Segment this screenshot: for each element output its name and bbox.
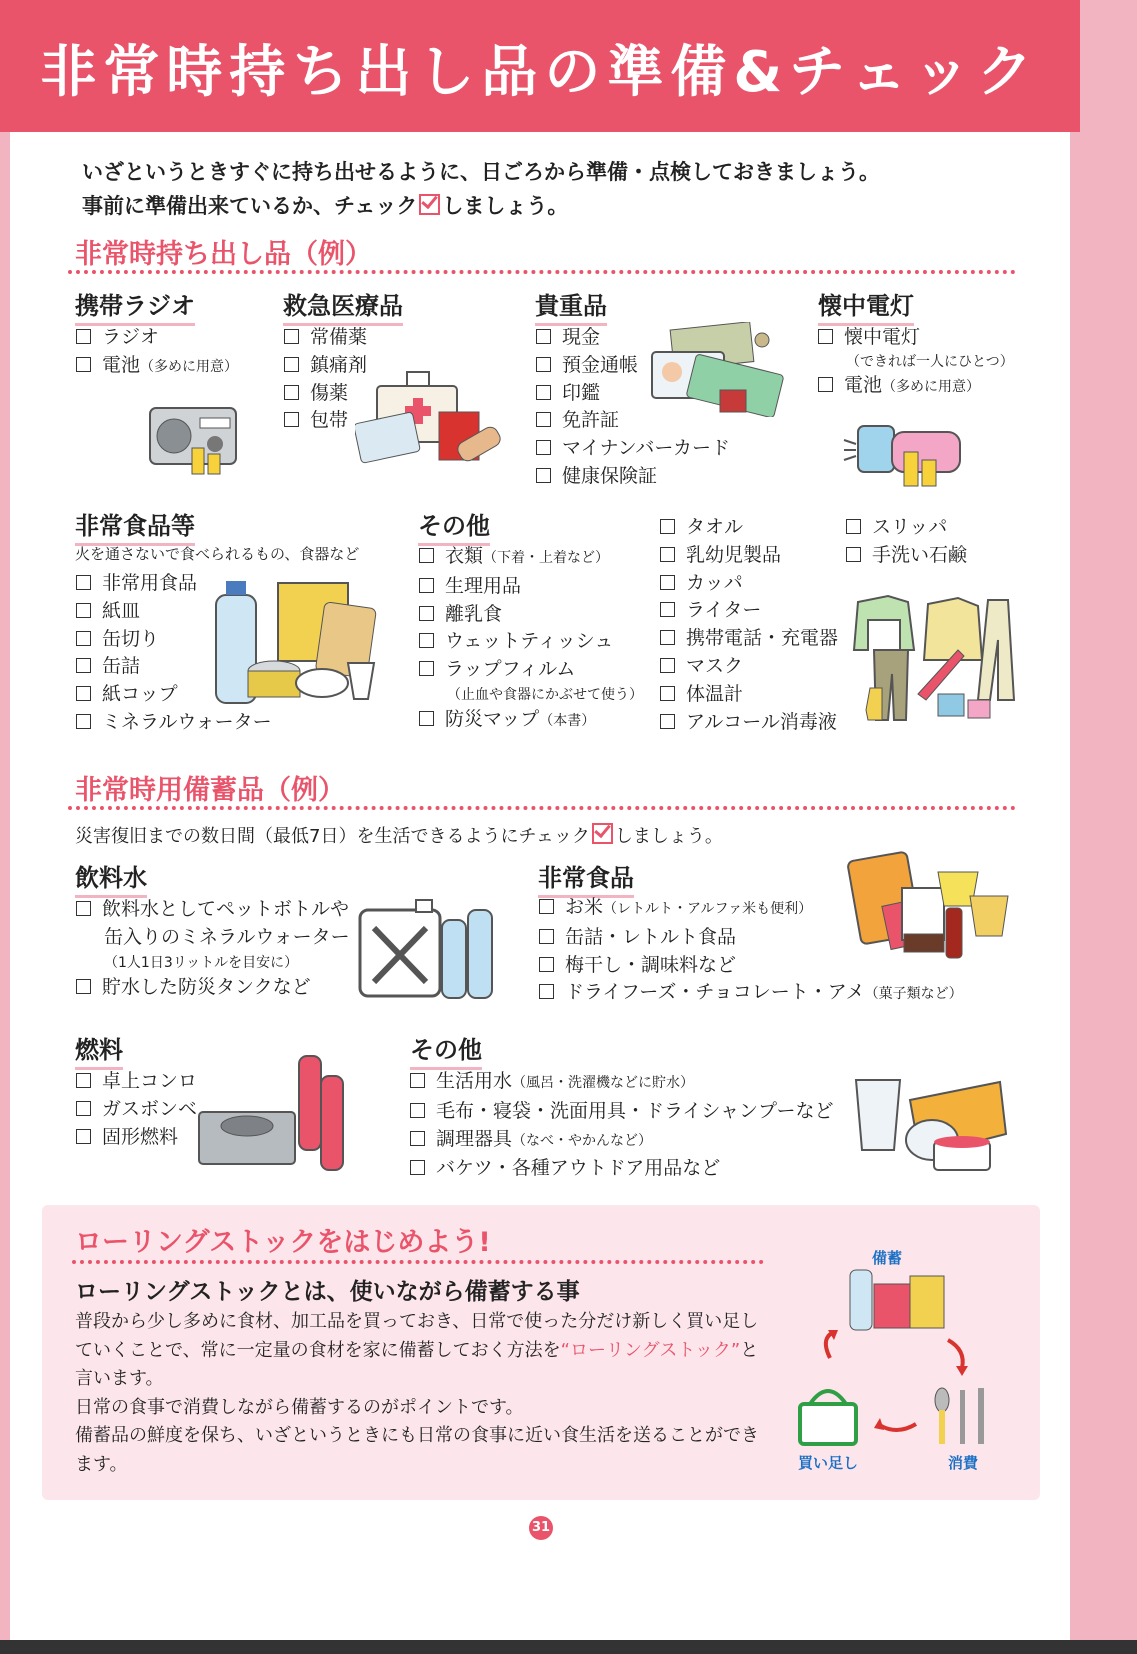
item-note: （多めに用意） xyxy=(882,378,981,395)
item-label: ミネラルウォーター xyxy=(102,710,272,733)
gas-stove-illustration xyxy=(195,1048,355,1176)
item-label: 飲料水としてペットボトルや xyxy=(102,898,350,920)
rolling-stock-title: ローリングストックをはじめよう! xyxy=(75,1227,491,1258)
item-label: ラップフィルム xyxy=(445,658,576,681)
dotted-divider xyxy=(68,806,1016,810)
item-label: カッパ xyxy=(686,571,743,594)
checkbox-icon[interactable] xyxy=(660,519,675,534)
stock-bottle-icon xyxy=(850,1270,872,1330)
list-item xyxy=(419,543,643,573)
item-label: 防災マップ xyxy=(445,707,540,730)
list-item xyxy=(419,706,643,736)
flashlight-note: （できれば一人にひとつ） xyxy=(846,353,1014,370)
list-item xyxy=(76,1068,197,1096)
rolling-paragraph-2: 日常の食事で消費しながら備蓄するのがポイントです。 xyxy=(75,1396,524,1418)
item-label: マイナンバーカード xyxy=(562,437,730,460)
checkbox-icon[interactable] xyxy=(660,575,675,590)
emergency-food-illustration xyxy=(846,842,1016,967)
checkbox-icon[interactable] xyxy=(660,714,675,729)
list-item xyxy=(419,628,643,656)
intro-text xyxy=(82,155,880,223)
item-note: （風呂・洗濯機などに貯水） xyxy=(512,1075,695,1091)
cycle-arrow-bottom xyxy=(878,1424,916,1430)
page-number: 31 xyxy=(529,1516,553,1540)
checkbox-icon[interactable] xyxy=(419,548,434,563)
checkbox-icon[interactable] xyxy=(660,547,675,562)
checkbox-icon[interactable] xyxy=(76,714,91,729)
item-note: （なべ・やかんなど） xyxy=(512,1132,653,1149)
cycle-label-consume: 消費 xyxy=(948,1454,979,1472)
list-item xyxy=(660,570,838,598)
spoon-icon xyxy=(935,1388,949,1412)
item-label: 貯水した防災タンクなど xyxy=(102,975,311,998)
category-other-2: その他 xyxy=(410,1030,482,1070)
item-label: 調理器具 xyxy=(436,1127,513,1150)
bottom-bar xyxy=(0,1640,1137,1654)
intro-line-2 xyxy=(82,189,880,223)
section-title-carry-out: 非常時持ち出し品（例） xyxy=(75,239,372,270)
checkbox-icon[interactable] xyxy=(660,686,675,701)
category-food: 非常食品等 xyxy=(75,506,195,546)
header-banner xyxy=(0,0,1080,132)
rolling-stock-body xyxy=(75,1308,765,1479)
wrap-film-note: （止血や食器にかぶせて使う） xyxy=(447,686,643,703)
food-illustration xyxy=(212,575,392,710)
list-item xyxy=(76,974,350,1002)
checkbox-icon[interactable] xyxy=(284,329,299,344)
cycle-arrow-right xyxy=(948,1340,963,1368)
item-label: 毛布・寝袋・洗面用具・ドライシャンプーなど xyxy=(436,1099,834,1122)
checkbox-icon[interactable] xyxy=(419,661,434,676)
checkbox-icon[interactable] xyxy=(536,440,551,455)
item-label: アルコール消毒液 xyxy=(686,710,837,733)
item-label: 体温計 xyxy=(686,682,744,705)
item-label: 缶切り xyxy=(102,627,160,650)
stock-can-icon xyxy=(874,1284,910,1328)
intro-line-2b: しましょう。 xyxy=(442,194,569,218)
item-label: マスク xyxy=(686,654,744,677)
checkbox-icon[interactable] xyxy=(76,658,91,673)
list-item xyxy=(660,514,838,542)
stockpile-note xyxy=(75,822,723,848)
page-title: 非常時持ち出し品の準備&チェック xyxy=(40,40,1040,105)
item-label: 懐中電灯 xyxy=(844,326,921,348)
intro-line-1: いざというときすぐに持ち出せるように、日ごろから準備・点検しておきましょう。 xyxy=(82,160,880,184)
checkbox-icon[interactable] xyxy=(76,575,91,590)
item-label: 乳幼児製品 xyxy=(686,543,782,566)
checkbox-icon[interactable] xyxy=(76,686,91,701)
checkbox-icon[interactable] xyxy=(536,412,551,427)
checkbox-icon[interactable] xyxy=(818,329,833,344)
list-item xyxy=(419,656,643,684)
checkbox-icon[interactable] xyxy=(419,711,434,726)
checkbox-icon[interactable] xyxy=(76,357,91,372)
rolling-term: “ローリングストック” xyxy=(560,1339,741,1361)
other1-list-col2 xyxy=(660,514,838,736)
checkbox-icon[interactable] xyxy=(660,658,675,673)
item-note: （菓子類など） xyxy=(864,986,963,1003)
water-line-2: 缶入りのミネラルウォーター xyxy=(104,925,350,948)
item-label: スリッパ xyxy=(872,516,948,538)
radio-list xyxy=(76,324,238,382)
category-radio: 携帯ラジオ xyxy=(75,286,195,326)
checkbox-icon[interactable] xyxy=(76,1101,91,1116)
list-item xyxy=(284,324,367,352)
dotted-divider xyxy=(68,270,1016,274)
item-label: ライター xyxy=(686,599,762,622)
list-item xyxy=(410,1155,833,1183)
checkbox-icon[interactable] xyxy=(818,377,833,392)
category-flashlight: 懐中電灯 xyxy=(818,286,914,326)
checkbox-icon[interactable] xyxy=(76,603,91,618)
category-emergency-food: 非常食品 xyxy=(538,858,634,898)
water-list xyxy=(76,896,350,1001)
list-item xyxy=(536,435,730,463)
item-label: 傷薬 xyxy=(310,381,349,404)
list-item xyxy=(76,1096,197,1124)
checkbox-icon[interactable] xyxy=(536,329,551,344)
rolling-paragraph-3: 備蓄品の鮮度を保ち、いざというときにも日常の食事に近い食生活を送ることができます。 xyxy=(75,1425,759,1475)
checkbox-icon[interactable] xyxy=(536,468,551,483)
category-medical: 救急医療品 xyxy=(283,286,403,326)
item-label: 生理用品 xyxy=(445,574,522,597)
left-border xyxy=(0,132,10,1654)
checkbox-icon[interactable] xyxy=(539,984,554,999)
category-valuables: 貴重品 xyxy=(535,286,607,326)
checkbox-icon[interactable] xyxy=(284,357,299,372)
household-goods-illustration xyxy=(850,1060,1010,1180)
item-label: 免許証 xyxy=(562,409,620,432)
item-label: 生活用水 xyxy=(436,1070,513,1092)
knife-icon xyxy=(978,1388,984,1444)
checkbox-icon[interactable] xyxy=(410,1160,425,1175)
item-label: 電池 xyxy=(844,373,883,396)
cycle-label-stock: 備蓄 xyxy=(872,1249,903,1267)
fork-icon xyxy=(960,1390,965,1444)
list-item xyxy=(536,463,730,491)
valuables-illustration xyxy=(650,322,790,417)
checkbox-icon[interactable] xyxy=(536,385,551,400)
item-label: ウェットティッシュ xyxy=(445,630,614,653)
item-label: お米 xyxy=(565,896,604,918)
list-item xyxy=(660,597,838,625)
category-water: 飲料水 xyxy=(75,858,147,898)
radio-illustration xyxy=(148,400,243,480)
right-border xyxy=(1070,132,1080,1654)
item-note: （レトルト・アルファ米も便利） xyxy=(603,901,813,917)
item-label: ドライフーズ・チョコレート・アメ xyxy=(565,981,865,1004)
item-label: 電池 xyxy=(102,353,141,376)
cycle-label-buy: 買い足し xyxy=(798,1454,859,1472)
item-note: （下着・上着など） xyxy=(483,550,610,566)
stock-box-icon xyxy=(910,1276,944,1328)
item-label: 紙皿 xyxy=(102,599,141,622)
checkbox-icon[interactable] xyxy=(410,1131,425,1146)
list-item xyxy=(660,681,838,709)
item-label: 印鑑 xyxy=(562,381,601,404)
checkbox-icon[interactable] xyxy=(76,631,91,646)
item-label: 缶詰 xyxy=(102,655,141,678)
item-label: 衣類 xyxy=(445,545,484,567)
other1-list-col3 xyxy=(846,514,967,570)
list-item xyxy=(419,601,643,629)
item-label: バケツ・各種アウトドア用品など xyxy=(436,1157,721,1180)
item-label: 手洗い石鹸 xyxy=(872,543,968,566)
checkbox-icon[interactable] xyxy=(539,957,554,972)
checkbox-icon[interactable] xyxy=(410,1073,425,1088)
item-label: 紙コップ xyxy=(102,683,178,706)
rolling-stock-subtitle: ローリングストックとは、使いながら備蓄する事 xyxy=(75,1279,580,1305)
list-item xyxy=(76,709,272,737)
list-item xyxy=(76,896,350,924)
water-note: （1人1日3リットルを目安に） xyxy=(104,954,299,971)
item-label: 包帯 xyxy=(310,409,349,432)
checkbox-icon[interactable] xyxy=(539,899,554,914)
intro-line-2a: 事前に準備出来ているか、チェック xyxy=(82,194,418,218)
checkbox-icon[interactable] xyxy=(419,633,434,648)
item-label: 携帯電話・充電器 xyxy=(686,627,839,650)
list-item xyxy=(410,1098,833,1126)
stockpile-note-b: しましょう。 xyxy=(614,826,723,847)
item-label: 預金通帳 xyxy=(562,353,639,376)
flashlight-illustration xyxy=(842,410,972,490)
item-label: 固形燃料 xyxy=(102,1125,179,1148)
item-label: 缶詰・レトルト食品 xyxy=(565,925,737,948)
check-mark-icon xyxy=(419,194,440,215)
check-mark-icon xyxy=(592,823,613,844)
rolling-paragraph-1 xyxy=(75,1308,765,1394)
checkbox-icon[interactable] xyxy=(76,901,91,916)
checkbox-icon[interactable] xyxy=(846,547,861,562)
checkbox-icon[interactable] xyxy=(419,606,434,621)
checkbox-icon[interactable] xyxy=(660,630,675,645)
checkbox-icon[interactable] xyxy=(76,329,91,344)
list-item xyxy=(539,979,963,1009)
stockpile-note-a: 災害復旧までの数日間（最低7日）を生活できるようにチェック xyxy=(75,826,590,847)
item-label: タオル xyxy=(686,516,744,538)
checkbox-icon[interactable] xyxy=(536,357,551,372)
supplies-illustration xyxy=(848,590,1023,735)
checkbox-icon[interactable] xyxy=(76,1129,91,1144)
fuel-list xyxy=(76,1068,197,1151)
list-item xyxy=(410,1068,833,1098)
item-label: 非常用食品 xyxy=(102,572,198,594)
dotted-divider xyxy=(72,1260,764,1264)
first-aid-illustration xyxy=(355,368,505,478)
rolling-p1: 普段から少し多めに食材、加工品を買っておき、日常で使った分だけ新しく買い足していくことで、常に一定量の食材を家に備蓄しておく方法を xyxy=(75,1311,759,1361)
list-item xyxy=(660,542,838,570)
category-other-1: その他 xyxy=(418,506,490,546)
list-item xyxy=(818,372,1014,402)
list-item xyxy=(818,324,1014,352)
category-fuel: 燃料 xyxy=(75,1030,123,1070)
item-note: （多めに用意） xyxy=(140,358,239,375)
section-title-stockpile: 非常時用備蓄品（例） xyxy=(75,775,345,806)
basket-icon xyxy=(800,1404,856,1444)
rolling-cycle-diagram xyxy=(790,1240,1010,1480)
item-label: 常備薬 xyxy=(310,326,368,348)
item-label: 健康保険証 xyxy=(562,464,658,487)
checkbox-icon[interactable] xyxy=(76,1073,91,1088)
item-label: ガスボンベ xyxy=(102,1097,198,1120)
list-item xyxy=(660,625,838,653)
other1-list-col1 xyxy=(419,543,643,736)
list-item xyxy=(76,324,238,352)
item-label: ラジオ xyxy=(102,326,160,348)
food-note: 火を通さないで食べられるもの、食器など xyxy=(75,545,360,563)
checkbox-icon[interactable] xyxy=(76,979,91,994)
list-item xyxy=(76,1124,197,1152)
list-item xyxy=(660,709,838,737)
item-label: 鎮痛剤 xyxy=(310,353,368,376)
item-label: 離乳食 xyxy=(445,602,503,625)
list-item xyxy=(846,514,967,542)
checkbox-icon[interactable] xyxy=(846,519,861,534)
flashlight-list xyxy=(818,324,1014,402)
list-item xyxy=(660,653,838,681)
other2-list xyxy=(410,1068,833,1183)
list-item xyxy=(846,542,967,570)
list-item xyxy=(76,352,238,382)
list-item xyxy=(419,573,643,601)
rolling-p1-end: と言います。 xyxy=(75,1339,759,1389)
item-label: 梅干し・調味料など xyxy=(565,953,737,976)
checkbox-icon[interactable] xyxy=(539,929,554,944)
item-note: （本書） xyxy=(539,712,596,729)
item-label: 卓上コンロ xyxy=(102,1070,198,1092)
checkbox-icon[interactable] xyxy=(419,578,434,593)
checkbox-icon[interactable] xyxy=(284,412,299,427)
checkbox-icon[interactable] xyxy=(410,1103,425,1118)
water-illustration xyxy=(356,898,496,1003)
item-label: 現金 xyxy=(562,326,601,348)
checkbox-icon[interactable] xyxy=(660,602,675,617)
list-item xyxy=(410,1126,833,1156)
checkbox-icon[interactable] xyxy=(284,385,299,400)
